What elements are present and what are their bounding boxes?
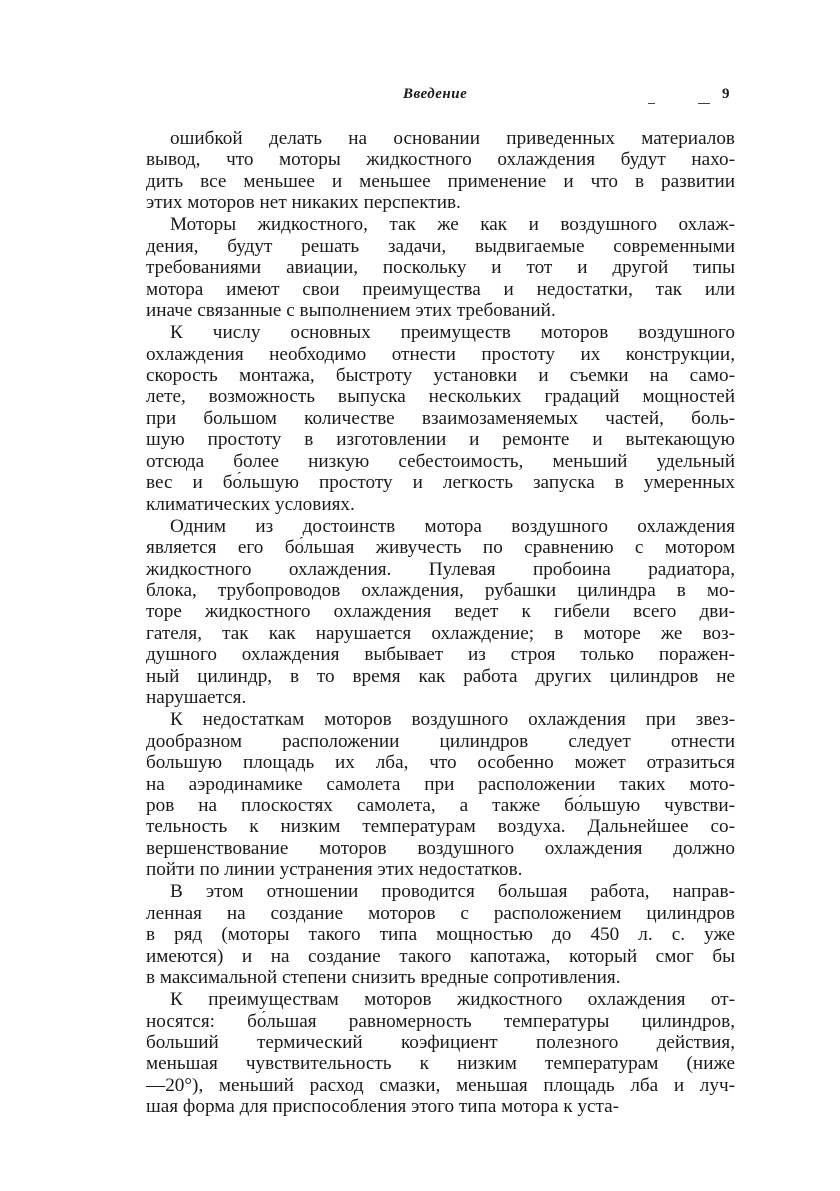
text-line: дения, будут решать задачи, выдвигаемые современными (146, 235, 735, 257)
text-line: вывод, что моторы жидкостного охлаждения будут нахо- (146, 149, 735, 171)
text-line: скорость монтажа, быстроту установки и съемки на само- (146, 365, 735, 386)
text-line: К преимуществам моторов жидкостного охлаждения от- (170, 989, 735, 1011)
text-line: тельность к низким температурам воздуха. Дальнейшее со- (146, 816, 735, 838)
text-line: на аэродинамике самолета при расположении таких мото- (146, 773, 735, 795)
text-line: носятся: бо́льшая равномерность температуры цилиндров, (146, 1010, 735, 1032)
text-line: дить все меньшее и меньшее применение и что в развитии (146, 170, 735, 192)
text-line: меньшая чувствительность к низким температурам (ниже (146, 1053, 735, 1075)
text-line: шая форма для приспособления этого типа мотора к уста- (146, 1096, 620, 1118)
page-header (0, 86, 840, 110)
text-line: шую простоту в изготовлении и ремонте и вытекающую (146, 429, 735, 451)
paragraph (146, 989, 735, 1118)
text-line: душного охлаждения выбывает из строя только поражен- (146, 644, 735, 666)
print-mark (698, 103, 710, 104)
text-line: имеются) и на создание такого капотажа, который смог бы (146, 945, 735, 967)
running-title: Введение (403, 86, 468, 102)
text-line: в ряд (моторы такого типа мощностью до 450 л. с. уже (146, 924, 735, 946)
text-line: ный цилиндр, в то время как работа других цилиндров не (146, 665, 735, 687)
paragraph (146, 322, 735, 515)
text-line: блока, трубопроводов охлаждения, рубашки цилиндра в мо- (146, 579, 735, 601)
text-line: —20°), меньший расход смазки, меньшая площадь лба и луч- (146, 1074, 735, 1096)
text-line: этих моторов нет никаких перспектив. (146, 192, 461, 214)
paragraph (146, 128, 735, 214)
text-line: лете, возможность выпуска нескольких градаций мощностей (146, 386, 735, 408)
text-line: Моторы жидкостного, так же как и воздушного охлаж- (170, 214, 735, 236)
text-line: К недостаткам моторов воздушного охлаждения при звез- (170, 709, 735, 731)
text-line: пойти по линии устранения этих недостатков. (146, 859, 523, 881)
text-line: торе жидкостного охлаждения ведет к гибели всего дви- (146, 601, 735, 623)
text-line: жидкостного охлаждения. Пулевая пробоина радиатора, (146, 558, 735, 580)
body-text (146, 128, 735, 1118)
text-line: большую площадь их лба, что особенно может отразиться (146, 752, 735, 774)
text-line: при большом количестве взаимозаменяемых частей, боль- (146, 407, 735, 429)
text-line: Одним из достоинств мотора воздушного охлаждения (170, 515, 735, 537)
text-line: иначе связанные с выполнением этих требований. (146, 300, 556, 322)
text-line: мотора имеют свои преимущества и недостатки, так или (146, 278, 735, 300)
text-line: нарушается. (146, 687, 247, 709)
paragraph (146, 881, 735, 988)
paragraph (146, 214, 735, 321)
text-line: климатических условиях. (146, 493, 355, 515)
text-line: больший термический коэфициент полезного действия, (146, 1031, 735, 1053)
text-line: в максимальной степени снизить вредные сопротивления. (146, 967, 621, 989)
page-number: 9 (722, 86, 730, 102)
text-line: гателя, так как нарушается охлаждение; в моторе же воз- (146, 622, 735, 644)
paragraph (146, 709, 735, 881)
paragraph (146, 516, 735, 709)
text-line: ров на плоскостях самолета, а также бо́льшую чувстви- (146, 794, 735, 816)
text-line: является его бо́льшая живучесть по сравнению с мотором (146, 537, 735, 559)
text-line: требованиями авиации, поскольку и тот и другой типы (146, 257, 735, 279)
text-line: вес и бо́льшую простоту и легкость запуска в умеренных (146, 472, 735, 494)
text-line: К числу основных преимуществ моторов воздушного (170, 322, 735, 344)
text-line: дообразном расположении цилиндров следует отнести (146, 730, 735, 752)
text-line: ленная на создание моторов с расположением цилиндров (146, 902, 735, 924)
text-line: охлаждения необходимо отнести простоту их конструкции, (146, 343, 735, 365)
text-line: отсюда более низкую себестоимость, меньший удельный (146, 450, 735, 472)
text-line: вершенствование моторов воздушного охлаждения должно (146, 837, 735, 859)
text-line: ошибкой делать на основании приведенных материалов (170, 128, 735, 149)
text-line: В этом отношении проводится большая работа, направ- (170, 881, 735, 903)
print-mark (648, 103, 655, 104)
